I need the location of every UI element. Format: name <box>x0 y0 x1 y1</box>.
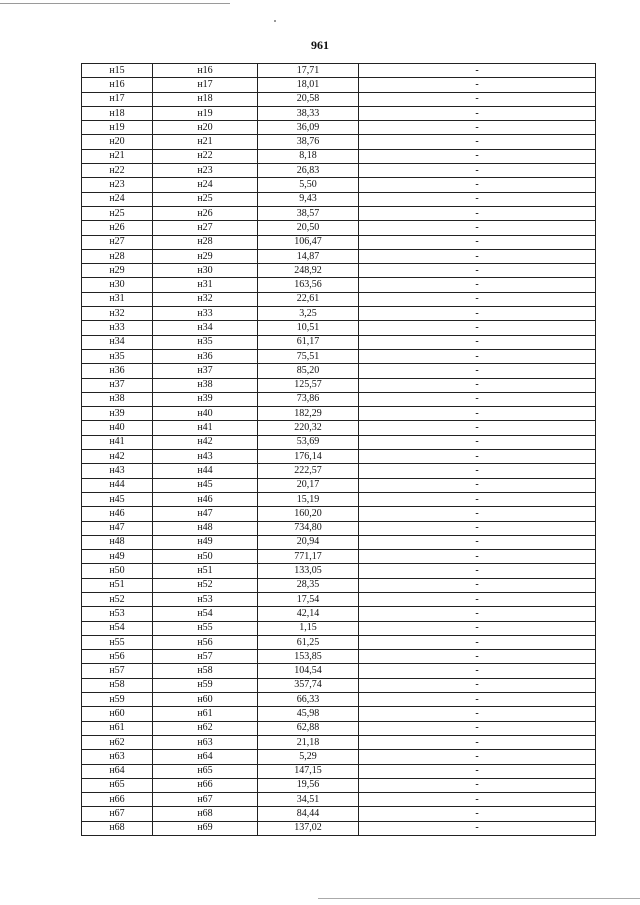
length-cell: 9,43 <box>258 192 359 206</box>
table-row <box>82 664 596 678</box>
table-row <box>82 650 596 664</box>
from-point-cell: н50 <box>82 564 153 578</box>
note-cell: - <box>359 435 596 449</box>
table-row <box>82 221 596 235</box>
from-point-cell: н19 <box>82 121 153 135</box>
note-cell: - <box>359 278 596 292</box>
length-cell: 182,29 <box>258 407 359 421</box>
length-cell: 147,15 <box>258 764 359 778</box>
note-cell: - <box>359 221 596 235</box>
length-cell: 357,74 <box>258 678 359 692</box>
from-point-cell: н65 <box>82 778 153 792</box>
to-point-cell: н47 <box>153 507 258 521</box>
table-row <box>82 206 596 220</box>
table-row <box>82 535 596 549</box>
length-cell: 8,18 <box>258 149 359 163</box>
coordinates-table <box>81 63 596 836</box>
table-row <box>82 793 596 807</box>
table-row <box>82 349 596 363</box>
length-cell: 53,69 <box>258 435 359 449</box>
from-point-cell: н55 <box>82 635 153 649</box>
length-cell: 61,25 <box>258 635 359 649</box>
to-point-cell: н34 <box>153 321 258 335</box>
note-cell: - <box>359 392 596 406</box>
length-cell: 84,44 <box>258 807 359 821</box>
from-point-cell: н58 <box>82 678 153 692</box>
length-cell: 20,58 <box>258 92 359 106</box>
table-row <box>82 378 596 392</box>
note-cell: - <box>359 335 596 349</box>
table-row <box>82 235 596 249</box>
table-row <box>82 321 596 335</box>
table-row <box>82 78 596 92</box>
from-point-cell: н56 <box>82 650 153 664</box>
length-cell: 85,20 <box>258 364 359 378</box>
note-cell: - <box>359 750 596 764</box>
note-cell: - <box>359 607 596 621</box>
from-point-cell: н53 <box>82 607 153 621</box>
length-cell: 771,17 <box>258 550 359 564</box>
length-cell: 734,80 <box>258 521 359 535</box>
to-point-cell: н41 <box>153 421 258 435</box>
note-cell: - <box>359 364 596 378</box>
note-cell: - <box>359 264 596 278</box>
table-row <box>82 435 596 449</box>
note-cell: - <box>359 507 596 521</box>
from-point-cell: н45 <box>82 492 153 506</box>
table-row <box>82 164 596 178</box>
to-point-cell: н48 <box>153 521 258 535</box>
note-cell: - <box>359 407 596 421</box>
table-row <box>82 149 596 163</box>
to-point-cell: н24 <box>153 178 258 192</box>
note-cell: - <box>359 564 596 578</box>
from-point-cell: н49 <box>82 550 153 564</box>
to-point-cell: н62 <box>153 721 258 735</box>
note-cell: - <box>359 535 596 549</box>
length-cell: 17,71 <box>258 64 359 78</box>
table-row <box>82 121 596 135</box>
table-row <box>82 564 596 578</box>
from-point-cell: н31 <box>82 292 153 306</box>
note-cell: - <box>359 635 596 649</box>
to-point-cell: н18 <box>153 92 258 106</box>
from-point-cell: н17 <box>82 92 153 106</box>
from-point-cell: н54 <box>82 621 153 635</box>
to-point-cell: н60 <box>153 693 258 707</box>
from-point-cell: н57 <box>82 664 153 678</box>
to-point-cell: н69 <box>153 821 258 835</box>
note-cell: - <box>359 578 596 592</box>
length-cell: 160,20 <box>258 507 359 521</box>
to-point-cell: н42 <box>153 435 258 449</box>
from-point-cell: н25 <box>82 206 153 220</box>
to-point-cell: н51 <box>153 564 258 578</box>
table-row <box>82 307 596 321</box>
note-cell: - <box>359 135 596 149</box>
table-row <box>82 178 596 192</box>
note-cell: - <box>359 164 596 178</box>
to-point-cell: н17 <box>153 78 258 92</box>
to-point-cell: н39 <box>153 392 258 406</box>
from-point-cell: н46 <box>82 507 153 521</box>
from-point-cell: н67 <box>82 807 153 821</box>
table-row <box>82 721 596 735</box>
from-point-cell: н48 <box>82 535 153 549</box>
to-point-cell: н55 <box>153 621 258 635</box>
note-cell: - <box>359 78 596 92</box>
from-point-cell: н47 <box>82 521 153 535</box>
table-row <box>82 507 596 521</box>
scan-edge-line-top <box>0 3 230 4</box>
table-row <box>82 249 596 263</box>
from-point-cell: н62 <box>82 735 153 749</box>
from-point-cell: н18 <box>82 106 153 120</box>
table-row <box>82 607 596 621</box>
note-cell: - <box>359 307 596 321</box>
note-cell: - <box>359 721 596 735</box>
table-row <box>82 364 596 378</box>
length-cell: 28,35 <box>258 578 359 592</box>
table-row <box>82 478 596 492</box>
to-point-cell: н44 <box>153 464 258 478</box>
to-point-cell: н19 <box>153 106 258 120</box>
table-row <box>82 335 596 349</box>
note-cell: - <box>359 521 596 535</box>
note-cell: - <box>359 764 596 778</box>
table-row <box>82 550 596 564</box>
to-point-cell: н20 <box>153 121 258 135</box>
from-point-cell: н64 <box>82 764 153 778</box>
table-row <box>82 407 596 421</box>
to-point-cell: н36 <box>153 349 258 363</box>
to-point-cell: н67 <box>153 793 258 807</box>
table-row <box>82 764 596 778</box>
to-point-cell: н21 <box>153 135 258 149</box>
note-cell: - <box>359 707 596 721</box>
note-cell: - <box>359 249 596 263</box>
length-cell: 38,33 <box>258 106 359 120</box>
from-point-cell: н32 <box>82 307 153 321</box>
to-point-cell: н16 <box>153 64 258 78</box>
from-point-cell: н42 <box>82 450 153 464</box>
from-point-cell: н43 <box>82 464 153 478</box>
length-cell: 34,51 <box>258 793 359 807</box>
length-cell: 125,57 <box>258 378 359 392</box>
length-cell: 75,51 <box>258 349 359 363</box>
length-cell: 5,29 <box>258 750 359 764</box>
length-cell: 222,57 <box>258 464 359 478</box>
to-point-cell: н50 <box>153 550 258 564</box>
note-cell: - <box>359 678 596 692</box>
from-point-cell: н51 <box>82 578 153 592</box>
table-row <box>82 492 596 506</box>
table-row <box>82 135 596 149</box>
from-point-cell: н40 <box>82 421 153 435</box>
from-point-cell: н52 <box>82 592 153 606</box>
length-cell: 5,50 <box>258 178 359 192</box>
table-body <box>82 64 596 836</box>
length-cell: 21,18 <box>258 735 359 749</box>
to-point-cell: н29 <box>153 249 258 263</box>
table-row <box>82 778 596 792</box>
to-point-cell: н45 <box>153 478 258 492</box>
table-row <box>82 678 596 692</box>
from-point-cell: н68 <box>82 821 153 835</box>
length-cell: 73,86 <box>258 392 359 406</box>
note-cell: - <box>359 793 596 807</box>
note-cell: - <box>359 592 596 606</box>
to-point-cell: н23 <box>153 164 258 178</box>
scan-speck <box>274 20 276 22</box>
table-row <box>82 292 596 306</box>
scan-edge-line-bottom <box>318 898 640 899</box>
from-point-cell: н66 <box>82 793 153 807</box>
table-row <box>82 592 596 606</box>
length-cell: 3,25 <box>258 307 359 321</box>
to-point-cell: н40 <box>153 407 258 421</box>
from-point-cell: н21 <box>82 149 153 163</box>
note-cell: - <box>359 64 596 78</box>
to-point-cell: н53 <box>153 592 258 606</box>
to-point-cell: н61 <box>153 707 258 721</box>
length-cell: 106,47 <box>258 235 359 249</box>
table-row <box>82 264 596 278</box>
to-point-cell: н33 <box>153 307 258 321</box>
note-cell: - <box>359 178 596 192</box>
table-row <box>82 750 596 764</box>
from-point-cell: н44 <box>82 478 153 492</box>
table-row <box>82 807 596 821</box>
to-point-cell: н30 <box>153 264 258 278</box>
note-cell: - <box>359 149 596 163</box>
from-point-cell: н60 <box>82 707 153 721</box>
table-row <box>82 635 596 649</box>
length-cell: 19,56 <box>258 778 359 792</box>
note-cell: - <box>359 206 596 220</box>
table-row <box>82 521 596 535</box>
from-point-cell: н23 <box>82 178 153 192</box>
length-cell: 153,85 <box>258 650 359 664</box>
to-point-cell: н27 <box>153 221 258 235</box>
to-point-cell: н31 <box>153 278 258 292</box>
length-cell: 62,88 <box>258 721 359 735</box>
table-row <box>82 578 596 592</box>
from-point-cell: н38 <box>82 392 153 406</box>
length-cell: 104,54 <box>258 664 359 678</box>
length-cell: 26,83 <box>258 164 359 178</box>
length-cell: 14,87 <box>258 249 359 263</box>
note-cell: - <box>359 735 596 749</box>
length-cell: 15,19 <box>258 492 359 506</box>
from-point-cell: н20 <box>82 135 153 149</box>
table-row <box>82 392 596 406</box>
table-row <box>82 621 596 635</box>
table-row <box>82 421 596 435</box>
to-point-cell: н52 <box>153 578 258 592</box>
from-point-cell: н16 <box>82 78 153 92</box>
length-cell: 36,09 <box>258 121 359 135</box>
length-cell: 20,17 <box>258 478 359 492</box>
table-row <box>82 707 596 721</box>
to-point-cell: н65 <box>153 764 258 778</box>
length-cell: 248,92 <box>258 264 359 278</box>
to-point-cell: н59 <box>153 678 258 692</box>
to-point-cell: н57 <box>153 650 258 664</box>
length-cell: 61,17 <box>258 335 359 349</box>
table-row <box>82 92 596 106</box>
table-row <box>82 735 596 749</box>
from-point-cell: н28 <box>82 249 153 263</box>
note-cell: - <box>359 378 596 392</box>
length-cell: 17,54 <box>258 592 359 606</box>
from-point-cell: н35 <box>82 349 153 363</box>
table-row <box>82 278 596 292</box>
from-point-cell: н33 <box>82 321 153 335</box>
to-point-cell: н46 <box>153 492 258 506</box>
note-cell: - <box>359 92 596 106</box>
length-cell: 176,14 <box>258 450 359 464</box>
note-cell: - <box>359 778 596 792</box>
table-row <box>82 192 596 206</box>
note-cell: - <box>359 807 596 821</box>
page-number: 961 <box>311 38 329 52</box>
length-cell: 1,15 <box>258 621 359 635</box>
length-cell: 163,56 <box>258 278 359 292</box>
note-cell: - <box>359 450 596 464</box>
from-point-cell: н34 <box>82 335 153 349</box>
length-cell: 133,05 <box>258 564 359 578</box>
note-cell: - <box>359 693 596 707</box>
note-cell: - <box>359 106 596 120</box>
from-point-cell: н15 <box>82 64 153 78</box>
to-point-cell: н49 <box>153 535 258 549</box>
table-row <box>82 106 596 120</box>
from-point-cell: н61 <box>82 721 153 735</box>
length-cell: 38,76 <box>258 135 359 149</box>
note-cell: - <box>359 821 596 835</box>
note-cell: - <box>359 421 596 435</box>
from-point-cell: н41 <box>82 435 153 449</box>
to-point-cell: н64 <box>153 750 258 764</box>
to-point-cell: н38 <box>153 378 258 392</box>
to-point-cell: н28 <box>153 235 258 249</box>
from-point-cell: н63 <box>82 750 153 764</box>
from-point-cell: н27 <box>82 235 153 249</box>
length-cell: 18,01 <box>258 78 359 92</box>
note-cell: - <box>359 621 596 635</box>
table-row <box>82 64 596 78</box>
note-cell: - <box>359 464 596 478</box>
to-point-cell: н56 <box>153 635 258 649</box>
note-cell: - <box>359 292 596 306</box>
table-row <box>82 693 596 707</box>
from-point-cell: н29 <box>82 264 153 278</box>
length-cell: 22,61 <box>258 292 359 306</box>
note-cell: - <box>359 492 596 506</box>
table-row <box>82 821 596 835</box>
length-cell: 45,98 <box>258 707 359 721</box>
to-point-cell: н37 <box>153 364 258 378</box>
length-cell: 66,33 <box>258 693 359 707</box>
from-point-cell: н26 <box>82 221 153 235</box>
note-cell: - <box>359 650 596 664</box>
note-cell: - <box>359 478 596 492</box>
length-cell: 10,51 <box>258 321 359 335</box>
from-point-cell: н37 <box>82 378 153 392</box>
to-point-cell: н63 <box>153 735 258 749</box>
from-point-cell: н36 <box>82 364 153 378</box>
to-point-cell: н54 <box>153 607 258 621</box>
to-point-cell: н43 <box>153 450 258 464</box>
length-cell: 42,14 <box>258 607 359 621</box>
to-point-cell: н22 <box>153 149 258 163</box>
to-point-cell: н26 <box>153 206 258 220</box>
note-cell: - <box>359 349 596 363</box>
note-cell: - <box>359 121 596 135</box>
note-cell: - <box>359 321 596 335</box>
note-cell: - <box>359 235 596 249</box>
from-point-cell: н22 <box>82 164 153 178</box>
note-cell: - <box>359 192 596 206</box>
note-cell: - <box>359 550 596 564</box>
to-point-cell: н66 <box>153 778 258 792</box>
to-point-cell: н32 <box>153 292 258 306</box>
to-point-cell: н58 <box>153 664 258 678</box>
table-row <box>82 450 596 464</box>
from-point-cell: н59 <box>82 693 153 707</box>
note-cell: - <box>359 664 596 678</box>
to-point-cell: н25 <box>153 192 258 206</box>
from-point-cell: н24 <box>82 192 153 206</box>
length-cell: 220,32 <box>258 421 359 435</box>
to-point-cell: н35 <box>153 335 258 349</box>
length-cell: 137,02 <box>258 821 359 835</box>
table-row <box>82 464 596 478</box>
from-point-cell: н30 <box>82 278 153 292</box>
length-cell: 20,50 <box>258 221 359 235</box>
from-point-cell: н39 <box>82 407 153 421</box>
length-cell: 20,94 <box>258 535 359 549</box>
length-cell: 38,57 <box>258 206 359 220</box>
to-point-cell: н68 <box>153 807 258 821</box>
